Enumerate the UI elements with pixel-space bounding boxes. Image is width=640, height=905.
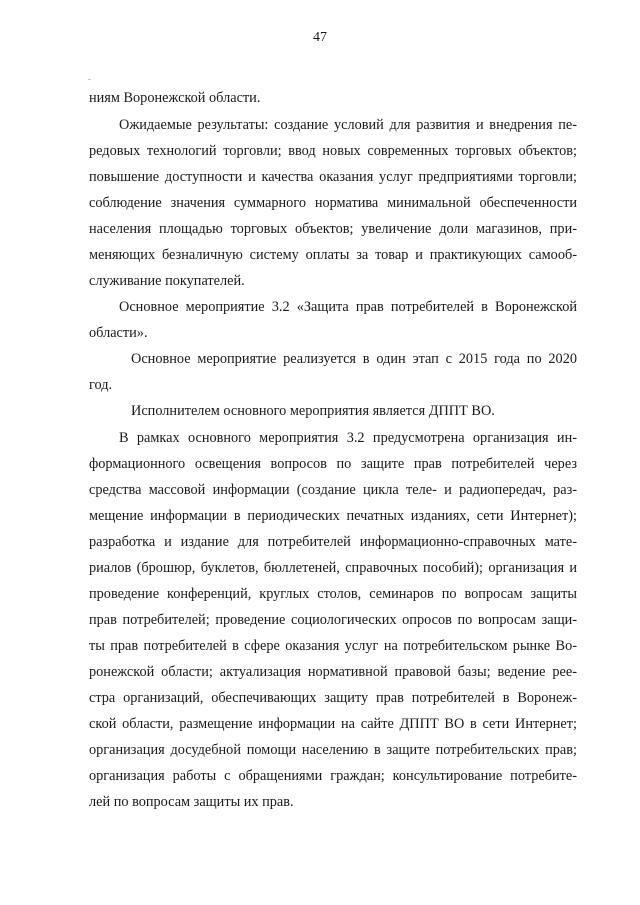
text-line: ниям Воронежской области.	[89, 90, 261, 106]
text-line: лей по вопросам защиты их прав.	[89, 794, 294, 810]
text-line: соблюдение значения суммарного норматива минимальной обеспеченности	[89, 195, 577, 211]
text-line: проведение конференций, круглых столов, семинаров по вопросам защиты	[89, 586, 577, 602]
text-line: меняющих безналичную систему оплаты за товар и практикующих самооб-	[89, 247, 577, 263]
text-line: прав потребителей; проведение социологических опросов по вопросам защи-	[89, 612, 577, 628]
text-line: мещение информации в периодических печатных изданиях, сети Интернет);	[89, 508, 577, 524]
text-line: риалов (брошюр, буклетов, бюллетеней, справочных пособий); организация и	[89, 560, 577, 576]
text-line: средства массовой информации (создание цикла теле- и радиопередач, раз-	[89, 482, 577, 498]
text-line: населения площадью торговых объектов; увеличение доли магазинов, при-	[89, 221, 577, 237]
text-line: организация работы с обращениями граждан; консультирование потребите-	[89, 768, 577, 784]
text-line: В рамках основного мероприятия 3.2 предусмотрена организация ин-	[119, 430, 577, 446]
text-line: организация досудебной помощи населению в защите потребительских прав;	[89, 742, 577, 758]
text-line: Ожидаемые результаты: создание условий для развития и внедрения пе-	[119, 117, 577, 133]
text-line: год.	[89, 377, 113, 393]
text-line: ты прав потребителей в сфере оказания услуг на потребительском рынке Во-	[89, 638, 577, 654]
text-line: Исполнителем основного мероприятия является ДППТ ВО.	[131, 403, 495, 419]
text-line: Основное мероприятие 3.2 «Защита прав потребителей в Воронежской	[119, 299, 577, 315]
text-line: служивание покупателей.	[89, 273, 245, 289]
text-line: ронежской области; актуализация нормативной правовой базы; ведение рее-	[89, 664, 577, 680]
text-line: области».	[89, 325, 148, 341]
scan-mark	[88, 79, 91, 80]
text-line: редовых технологий торговли; ввод новых современных торговых объектов;	[89, 143, 577, 159]
text-line: повышение доступности и качества оказания услуг предприятиями торговли;	[89, 169, 577, 185]
page-number: 47	[313, 30, 327, 45]
text-line: формационного освещения вопросов по защите прав потребителей через	[89, 456, 577, 472]
text-line: ской области, размещение информации на сайте ДППТ ВО в сети Интернет;	[89, 716, 577, 732]
text-line: Основное мероприятие реализуется в один этап с 2015 года по 2020	[131, 351, 577, 367]
text-line: разработка и издание для потребителей информационно-справочных мате-	[89, 534, 577, 550]
text-line: стра организаций, обеспечивающих защиту прав потребителей в Воронеж-	[89, 690, 577, 706]
